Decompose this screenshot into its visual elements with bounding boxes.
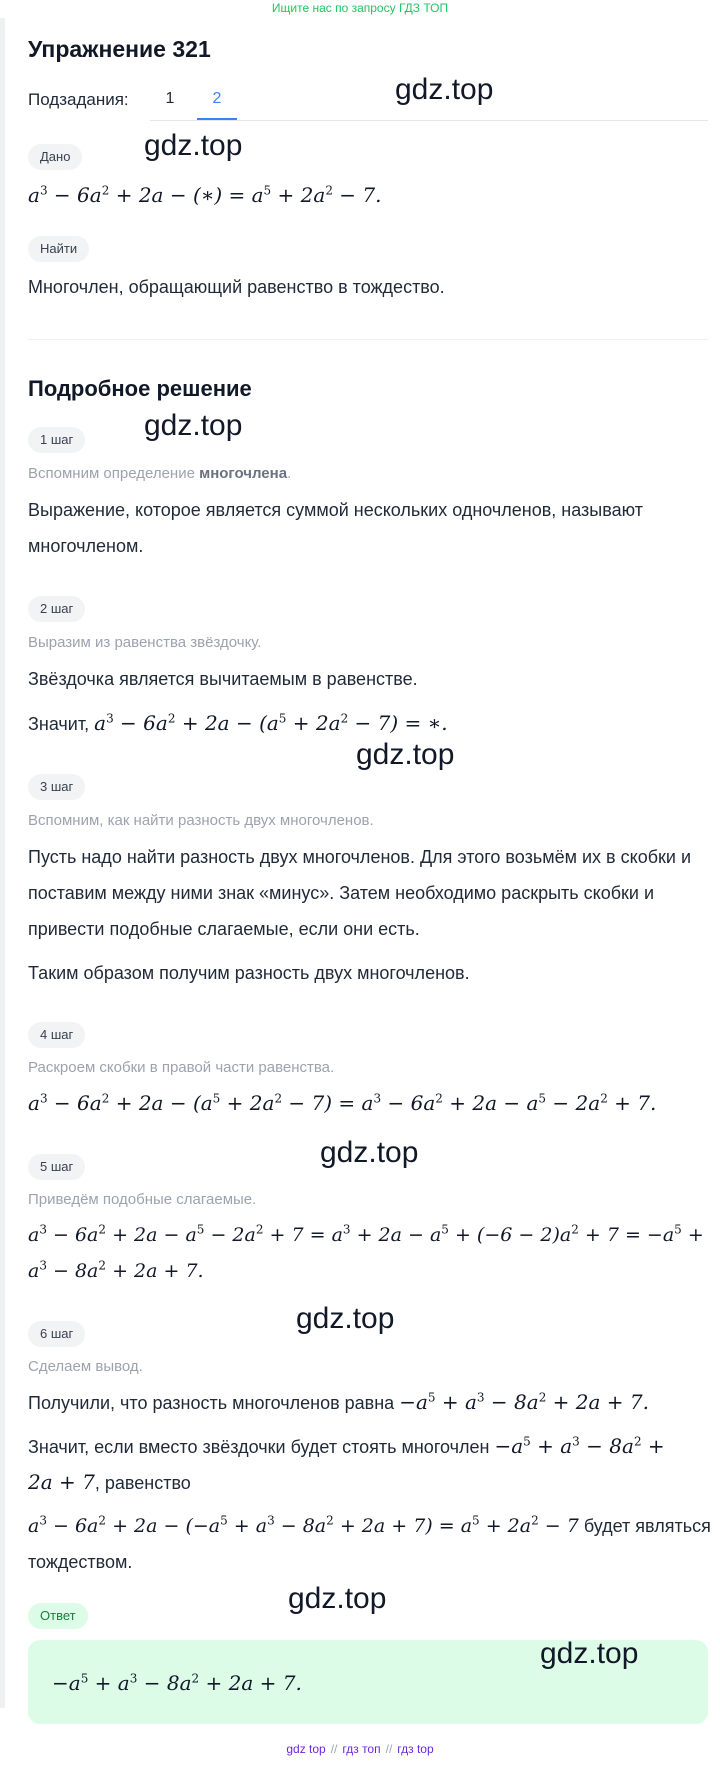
watermark: gdz.top [296, 1302, 395, 1335]
step-3-text-2: поставим между ними знак «минус». Затем необходимо раскрыть скобки и [28, 883, 655, 903]
footer-separator: // [385, 1742, 393, 1756]
step-6-badge: 6 шаг [28, 1321, 85, 1347]
step-2-badge: 2 шаг [28, 596, 85, 622]
step-3-hint: Вспомним, как найти разность двух многочленов. [28, 812, 374, 829]
step-5-badge: 5 шаг [28, 1154, 85, 1180]
step-2-text: Звёздочка является вычитаемым в равенстве. [28, 669, 418, 689]
find-text: Многочлен, обращающий равенство в тождество. [28, 277, 445, 297]
step-6-equation: $a^3 - 6a^2 + 2a - (-a^5 + a^3 - 8a^2 + 2a + 7) = a^5 + 2a^2 - 7$ будет являться [28, 1513, 711, 1537]
step-3-text-3: привести подобные слагаемые, если они есть. [28, 919, 420, 939]
step-4-hint: Раскроем скобки в правой части равенства. [28, 1059, 335, 1076]
tab-subtask-2[interactable]: 2 [212, 90, 222, 107]
solution-title: Подробное решение [28, 376, 252, 401]
watermark: gdz.top [144, 409, 243, 442]
step-1-badge: 1 шаг [28, 427, 85, 453]
step-4-equation: $a^3 - 6a^2 + 2a - (a^5 + 2a^2 - 7) = a^3 - 6a^2 + 2a - a^5 - 2a^2 + 7$. [28, 1091, 657, 1115]
given-badge: Дано [28, 144, 82, 170]
step-2-hint: Выразим из равенства звёздочку. [28, 634, 262, 651]
tab-subtask-1[interactable]: 1 [165, 90, 175, 107]
active-tab-indicator [197, 118, 237, 120]
step-5-equation-2: $a^3 - 8a^2 + 2a + 7$. [28, 1258, 204, 1282]
subtasks-label: Подзадания: [28, 90, 129, 109]
step-3-text: Пусть надо найти разность двух многочленов. Для этого возьмём их в скобки и [28, 847, 691, 867]
step-6-hint: Сделаем вывод. [28, 1358, 143, 1375]
watermark: gdz.top [320, 1136, 419, 1169]
tabs-divider [150, 120, 708, 121]
step-6-text-2: Значит, если вместо звёздочки будет стоять многочлен $-a^5 + a^3 - 8a^2$ + [28, 1434, 665, 1458]
find-badge: Найти [28, 236, 89, 262]
watermark: gdz.top [395, 73, 494, 106]
step-5-hint: Приведём подобные слагаемые. [28, 1191, 257, 1208]
step-6-text-4: тождеством. [28, 1552, 133, 1572]
footer-link-2[interactable]: гдз топ [342, 1742, 381, 1756]
step-1-hint: Вспомним определение многочлена. [28, 465, 292, 482]
answer-equation: $-a^5 + a^3 - 8a^2 + 2a + 7$. [52, 1671, 302, 1695]
step-2-equation: Значит, $a^3 - 6a^2 + 2a - (a^5 + 2a^2 - 7)$ = ∗. [28, 711, 448, 735]
watermark: gdz.top [356, 738, 455, 771]
step-6-text: Получили, что разность многочленов равна $-a^5 + a^3 - 8a^2 + 2a + 7$. [28, 1390, 650, 1414]
step-5-equation: $a^3 - 6a^2 + 2a - a^5 - 2a^2 + 7 = a^3 + 2a - a^5 + (-6 - 2)a^2 + 7 = -a^5$ + [28, 1222, 704, 1246]
step-6-text-3: 2a + 7, равенство [28, 1470, 191, 1494]
step-3-badge: 3 шаг [28, 774, 85, 800]
page-title: Упражнение 321 [28, 36, 211, 62]
footer-link-1[interactable]: gdz top [286, 1742, 326, 1756]
watermark: gdz.top [144, 129, 243, 162]
step-4-badge: 4 шаг [28, 1022, 85, 1048]
step-1-text: Выражение, которое является суммой нескольких одночленов, называют [28, 500, 643, 520]
top-banner: Ищите нас по запросу ГДЗ ТОП [271, 1, 449, 15]
step-1-text-2: многочленом. [28, 536, 144, 556]
section-divider [28, 339, 708, 340]
watermark: gdz.top [540, 1637, 639, 1670]
step-3-text-4: Таким образом получим разность двух многочленов. [28, 963, 470, 983]
watermark: gdz.top [288, 1582, 387, 1615]
footer [0, 1742, 720, 1756]
answer-badge: Ответ [28, 1603, 88, 1629]
footer-link-3[interactable]: гдз top [397, 1742, 434, 1756]
given-equation: $a^3 - 6a^2 + 2a$ − (∗) = $a^5 + 2a^2 - 7$. [28, 183, 382, 207]
footer-separator: // [330, 1742, 338, 1756]
